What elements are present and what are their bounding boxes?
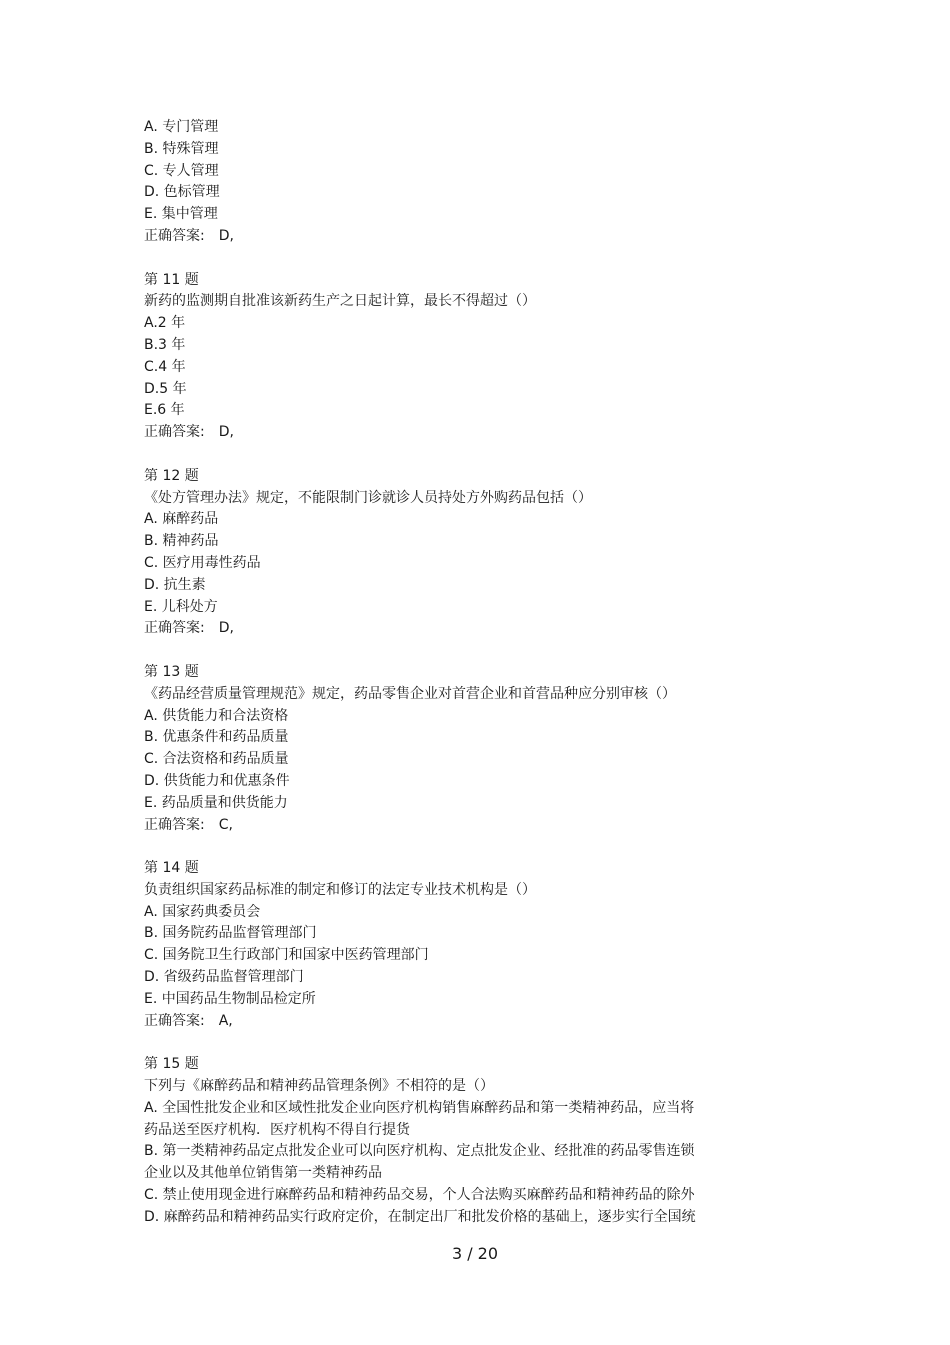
- question-block: [144, 117, 744, 248]
- answer-line: [144, 618, 744, 640]
- option-e: E. 药品质量和供货能力: [144, 794, 288, 811]
- option-c: C. 国务院卫生行政部门和国家中医药管理部门: [144, 947, 429, 964]
- answer-label: 正确答案:: [144, 424, 205, 441]
- page-content: [144, 117, 744, 1229]
- answer-value: C,: [218, 816, 233, 833]
- option-a: A. 专门管理: [144, 119, 219, 135]
- option-a: A.2 年: [144, 315, 186, 332]
- option-d: D. 抗生素: [144, 576, 206, 593]
- answer-value: D,: [218, 620, 234, 637]
- question-stem: 《处方管理办法》规定，不能限制门诊就诊人员持处方外购药品包括（）: [144, 489, 592, 506]
- answer-value: A,: [218, 1012, 233, 1029]
- option-b: B. 优惠条件和药品质量: [144, 729, 289, 746]
- question-stem: 下列与《麻醉药品和精神药品管理条例》不相符的是（）: [144, 1078, 494, 1095]
- option-c: C. 专人管理: [144, 162, 219, 179]
- option-c: C. 医疗用毒性药品: [144, 554, 261, 571]
- option-d: D. 麻醉药品和精神药品实行政府定价，在制定出厂和批发价格的基础上，逐步实行全国统: [144, 1208, 696, 1225]
- answer-line: [144, 815, 744, 837]
- option-a: A. 供货能力和合法资格: [144, 707, 289, 724]
- option-b-continued: 企业以及其他单位销售第一类精神药品: [144, 1165, 382, 1182]
- question-block: [144, 466, 744, 640]
- option-a: A. 全国性批发企业和区域性批发企业向医疗机构销售麻醉药品和第一类精神药品，应当将: [144, 1099, 695, 1116]
- question-stem: 负责组织国家药品标准的制定和修订的法定专业技术机构是（）: [144, 881, 536, 898]
- answer-line: [144, 422, 744, 444]
- question-header: 第 12 题: [144, 467, 199, 484]
- answer-value: D,: [218, 227, 234, 244]
- option-a: A. 国家药典委员会: [144, 903, 261, 920]
- option-b: B. 国务院药品监督管理部门: [144, 925, 317, 942]
- option-e: E. 中国药品生物制品检定所: [144, 990, 316, 1007]
- question-block: [144, 270, 744, 444]
- option-d: D. 省级药品监督管理部门: [144, 969, 304, 986]
- option-e: E. 儿科处方: [144, 598, 218, 615]
- option-d: D.5 年: [144, 380, 187, 397]
- option-d: D. 色标管理: [144, 184, 220, 201]
- option-d: D. 供货能力和优惠条件: [144, 772, 290, 789]
- question-header: 第 14 题: [144, 860, 199, 877]
- question-block: [144, 662, 744, 836]
- option-b: B. 第一类精神药品定点批发企业可以向医疗机构、定点批发企业、经批准的药品零售连锁: [144, 1143, 695, 1160]
- option-e: E.6 年: [144, 402, 185, 419]
- option-b: B. 特殊管理: [144, 140, 219, 157]
- question-block: [144, 1054, 744, 1228]
- answer-label: 正确答案:: [144, 620, 205, 637]
- option-a: A. 麻醉药品: [144, 511, 219, 528]
- option-c: C.4 年: [144, 358, 186, 375]
- answer-value: D,: [218, 424, 234, 441]
- option-b: B. 精神药品: [144, 533, 219, 550]
- question-stem: 《药品经营质量管理规范》规定，药品零售企业对首营企业和首营品种应分别审核（）: [144, 685, 676, 702]
- question-block: [144, 858, 744, 1032]
- answer-label: 正确答案:: [144, 816, 205, 833]
- option-c: C. 禁止使用现金进行麻醉药品和精神药品交易，个人合法购买麻醉药品和精神药品的除外: [144, 1187, 695, 1204]
- answer-line: [144, 1011, 744, 1033]
- question-stem: 新药的监测期自批准该新药生产之日起计算，最长不得超过（）: [144, 293, 536, 310]
- question-header: 第 11 题: [144, 271, 199, 288]
- question-header: 第 13 题: [144, 663, 199, 680]
- option-a-continued: 药品送至医疗机构．医疗机构不得自行提货: [144, 1121, 410, 1138]
- option-e: E. 集中管理: [144, 206, 218, 223]
- answer-label: 正确答案:: [144, 1012, 205, 1029]
- page-number: 3 / 20: [451, 1244, 499, 1263]
- question-header: 第 15 题: [144, 1056, 199, 1073]
- answer-line: [144, 226, 744, 248]
- answer-label: 正确答案:: [144, 227, 205, 244]
- option-b: B.3 年: [144, 336, 186, 353]
- option-c: C. 合法资格和药品质量: [144, 751, 289, 768]
